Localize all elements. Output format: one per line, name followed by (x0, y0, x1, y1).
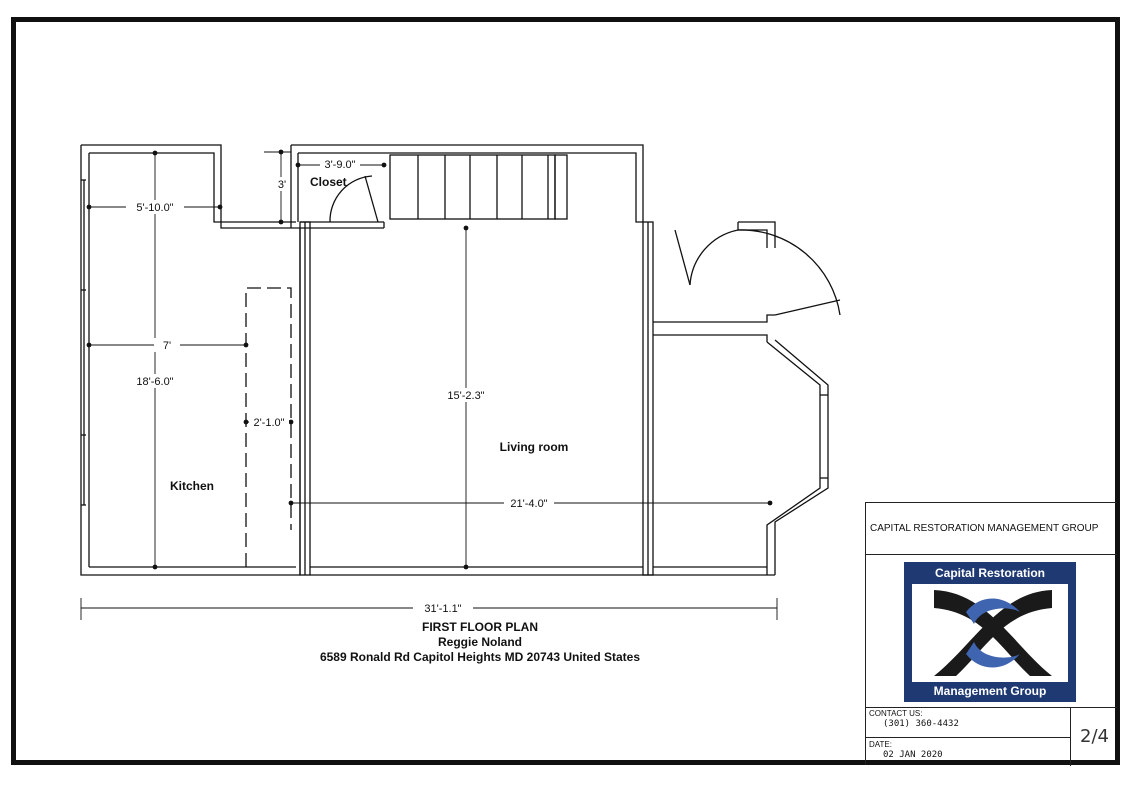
room-label-living-room: Living room (499, 440, 569, 454)
sheet-number: 2/4 (1080, 726, 1109, 747)
plan-address: 6589 Ronald Rd Capitol Heights MD 20743 United States (319, 650, 641, 664)
plan-owner: Reggie Noland (437, 635, 522, 649)
plan-title-line1: FIRST FLOOR PLAN (422, 620, 538, 634)
kitchen-wall (81, 145, 300, 575)
date-label: DATE: (869, 740, 892, 749)
staircase (390, 155, 555, 219)
dim-kitchen-length: 18'-6.0" (136, 376, 174, 388)
dim-overall-width: 31'-1.1" (424, 603, 462, 615)
dim-closet-width: 3'-9.0" (324, 159, 356, 171)
contact-phone: (301) 360-4432 (883, 719, 959, 729)
logo-mark (912, 584, 1068, 682)
logo-mark-icon (912, 584, 1068, 682)
title-block-table (865, 502, 1117, 765)
logo-text-bottom: Management Group (933, 684, 1047, 698)
plan-title (0, 620, 960, 665)
dim-closet-depth: 3' (277, 179, 287, 191)
company-logo (904, 562, 1076, 702)
dim-counter-depth: 2'-1.0" (253, 417, 285, 429)
logo-cell (866, 555, 1117, 708)
dim-kitchen-top-width: 5'-10.0" (136, 202, 174, 214)
contact-label: CONTACT US: (869, 709, 923, 718)
dim-living-width: 21'-4.0" (510, 498, 548, 510)
room-label-kitchen: Kitchen (169, 479, 215, 493)
company-name: CAPITAL RESTORATION MANAGEMENT GROUP (866, 503, 1117, 555)
dim-living-length: 15'-2.3" (447, 390, 485, 402)
date-cell (866, 738, 1071, 766)
date-value: 02 JAN 2020 (883, 750, 943, 760)
contact-cell (866, 707, 1071, 738)
logo-text-top: Capital Restoration (934, 566, 1045, 580)
dim-kitchen-width: 7' (162, 340, 172, 352)
room-label-closet: Closet (310, 175, 347, 189)
